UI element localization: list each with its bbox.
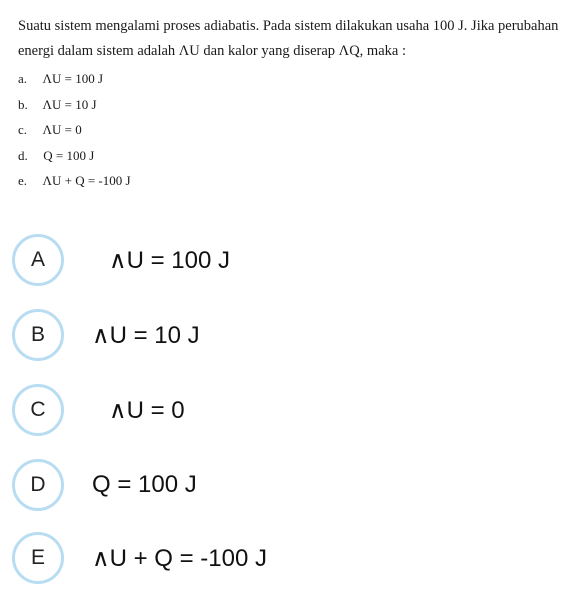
printed-option-e xyxy=(18,168,131,194)
choice-letter-circle: E xyxy=(12,532,64,584)
choice-text: ∧U = 100 J xyxy=(109,246,230,274)
printed-option-letter: a. xyxy=(18,71,28,86)
choice-letter-circle: D xyxy=(12,459,64,511)
choice-letter-circle: C xyxy=(12,384,64,436)
answer-choice-a[interactable] xyxy=(12,233,552,287)
printed-option-d xyxy=(18,143,131,169)
choice-letter-circle: B xyxy=(12,309,64,361)
printed-option-letter: b. xyxy=(18,96,28,112)
choice-text: ∧U = 10 J xyxy=(92,321,200,349)
printed-option-text: Q = 100 J xyxy=(43,147,95,163)
printed-option-b xyxy=(18,92,131,118)
choice-text: ∧U = 0 xyxy=(109,396,185,424)
printed-option-text: ΛU = 10 J xyxy=(42,96,97,112)
answer-choice-c[interactable] xyxy=(12,383,552,437)
printed-option-c xyxy=(18,117,131,143)
answer-choice-d[interactable] xyxy=(12,458,552,512)
printed-option-letter: d. xyxy=(18,147,28,163)
choice-text: ∧U + Q = -100 J xyxy=(92,544,267,572)
question-line-1: Suatu sistem mengalami proses adiabatis. Pada sistem dilakukan usaha 100 J. Jika perubahan xyxy=(18,18,559,34)
answer-choice-e[interactable] xyxy=(12,531,552,585)
choice-letter-circle: A xyxy=(12,234,64,286)
question-text xyxy=(18,14,566,63)
printed-option-text: ΛU = 0 xyxy=(42,122,82,137)
printed-option-text: ΛU = 100 J xyxy=(42,71,104,86)
printed-options-list xyxy=(18,66,131,194)
printed-option-text: ΛU + Q = -100 J xyxy=(42,173,131,188)
answer-choice-b[interactable] xyxy=(12,308,552,362)
printed-option-letter: c. xyxy=(18,122,28,137)
question-line-2: energi dalam sistem adalah ΛU dan kalor yang diserap ΛQ, maka : xyxy=(18,42,406,59)
printed-option-a xyxy=(18,66,131,92)
choice-text: Q = 100 J xyxy=(92,471,197,498)
printed-option-letter: e. xyxy=(18,173,28,188)
